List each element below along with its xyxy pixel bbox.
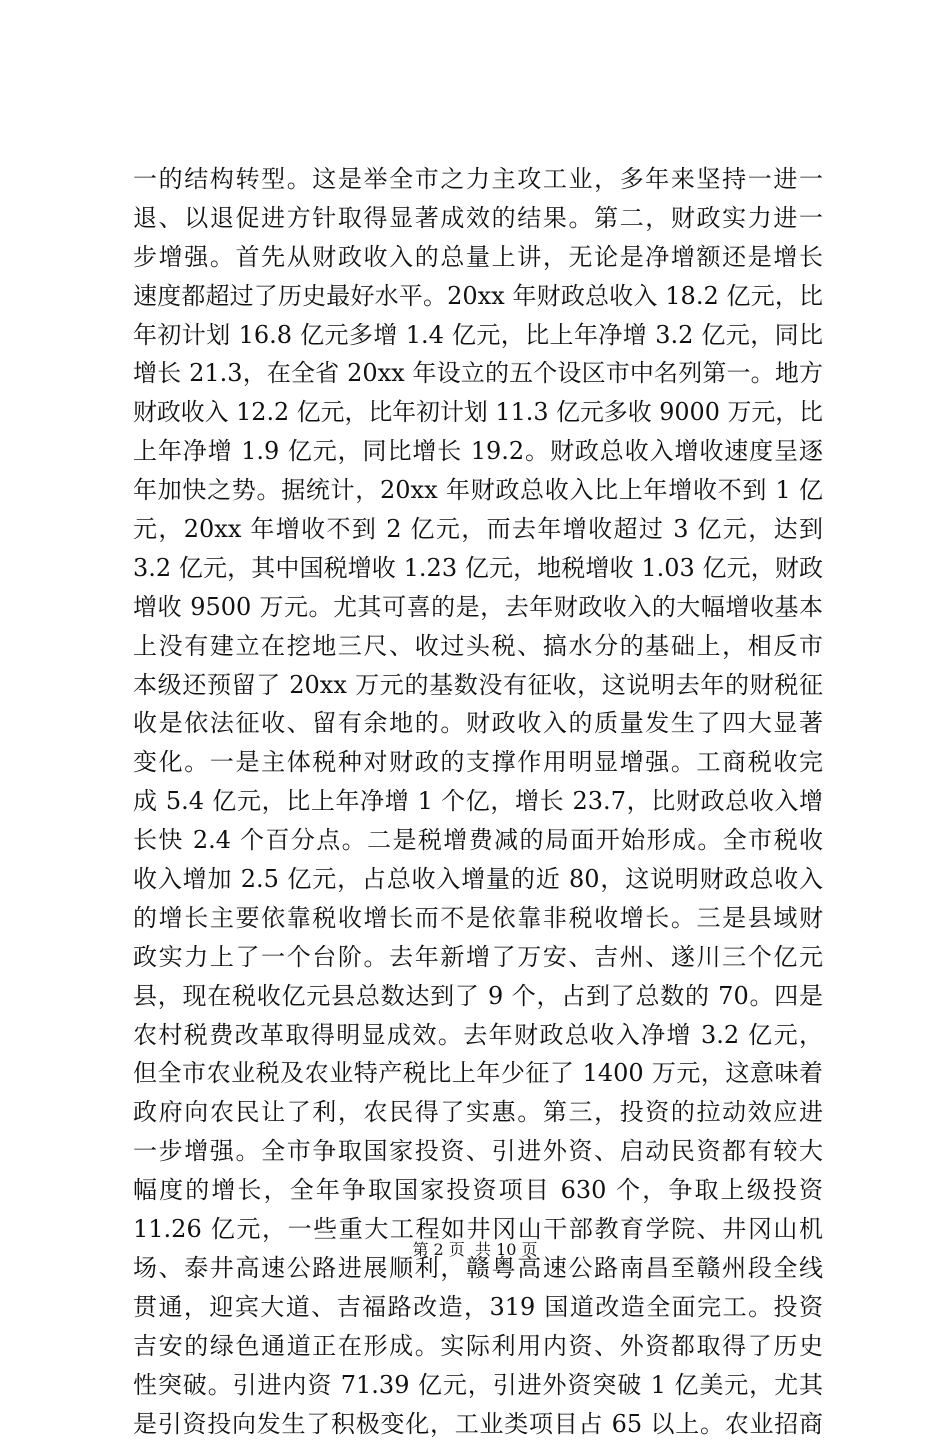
text-line: 贯通，迎宾大道、吉福路改造，319 国道改造全面完工。投资 [133, 1288, 823, 1327]
text-line: 3.2 亿元，其中国税增收 1.23 亿元，地税增收 1.03 亿元，财政 [133, 549, 823, 588]
text-line: 长快 2.4 个百分点。二是税增费减的局面开始形成。全市税收 [133, 821, 823, 860]
text-line: 一步增强。全市争取国家投资、引进外资、启动民资都有较大 [133, 1132, 823, 1171]
text-line: 是引资投向发生了积极变化，工业类项目占 65 以上。农业招商 [133, 1405, 823, 1443]
text-line: 一的结构转型。这是举全市之力主攻工业，多年来坚持一进一 [133, 160, 823, 199]
text-line: 增收 9500 万元。尤其可喜的是，去年财政收入的大幅增收基本 [133, 588, 823, 627]
text-line: 的增长主要依靠税收增长而不是依靠非税收增长。三是县域财 [133, 899, 823, 938]
text-line: 收是依法征收、留有余地的。财政收入的质量发生了四大显著 [133, 704, 823, 743]
text-line: 财政收入 12.2 亿元，比年初计划 11.3 亿元多收 9000 万元，比 [133, 393, 823, 432]
text-line: 上年净增 1.9 亿元，同比增长 19.2。财政总收入增收速度呈逐 [133, 432, 823, 471]
text-line: 增长 21.3，在全省 20xx 年设立的五个设区市中名列第一。地方 [133, 354, 823, 393]
text-line: 农村税费改革取得明显成效。去年财政总收入净增 3.2 亿元， [133, 1016, 823, 1055]
text-line: 收入增加 2.5 亿元，占总收入增量的近 80，这说明财政总收入 [133, 860, 823, 899]
page-footer: 第 2 页 共 10 页 [0, 1240, 950, 1260]
text-line: 性突破。引进内资 71.39 亿元，引进外资突破 1 亿美元，尤其 [133, 1366, 823, 1405]
text-line: 县，现在税收亿元县总数达到了 9 个，占到了总数的 70。四是 [133, 977, 823, 1016]
text-line: 步增强。首先从财政收入的总量上讲，无论是净增额还是增长 [133, 238, 823, 277]
text-line: 变化。一是主体税种对财政的支撑作用明显增强。工商税收完 [133, 743, 823, 782]
text-line: 元，20xx 年增收不到 2 亿元，而去年增收超过 3 亿元，达到 [133, 510, 823, 549]
text-line: 政府向农民让了利，农民得了实惠。第三，投资的拉动效应进 [133, 1093, 823, 1132]
text-line: 成 5.4 亿元，比上年净增 1 个亿，增长 23.7，比财政总收入增 [133, 782, 823, 821]
text-line: 本级还预留了 20xx 万元的基数没有征收，这说明去年的财税征 [133, 666, 823, 705]
text-line: 年初计划 16.8 亿元多增 1.4 亿元，比上年净增 3.2 亿元，同比 [133, 316, 823, 355]
text-line: 幅度的增长，全年争取国家投资项目 630 个，争取上级投资 [133, 1171, 823, 1210]
text-line: 上没有建立在挖地三尺、收过头税、搞水分的基础上，相反市 [133, 627, 823, 666]
text-line: 场、泰井高速公路进展顺利，赣粤高速公路南昌至赣州段全线 [133, 1249, 823, 1288]
text-line: 但全市农业税及农业特产税比上年少征了 1400 万元，这意味着 [133, 1054, 823, 1093]
text-line: 吉安的绿色通道正在形成。实际利用内资、外资都取得了历史 [133, 1327, 823, 1366]
text-line: 速度都超过了历史最好水平。20xx 年财政总收入 18.2 亿元，比 [133, 277, 823, 316]
text-line: 年加快之势。据统计，20xx 年财政总收入比上年增收不到 1 亿 [133, 471, 823, 510]
text-line: 11.26 亿元，一些重大工程如井冈山干部教育学院、井冈山机 [133, 1210, 823, 1249]
text-line: 退、以退促进方针取得显著成效的结果。第二，财政实力进一 [133, 199, 823, 238]
text-line: 政实力上了一个台阶。去年新增了万安、吉州、遂川三个亿元 [133, 938, 823, 977]
